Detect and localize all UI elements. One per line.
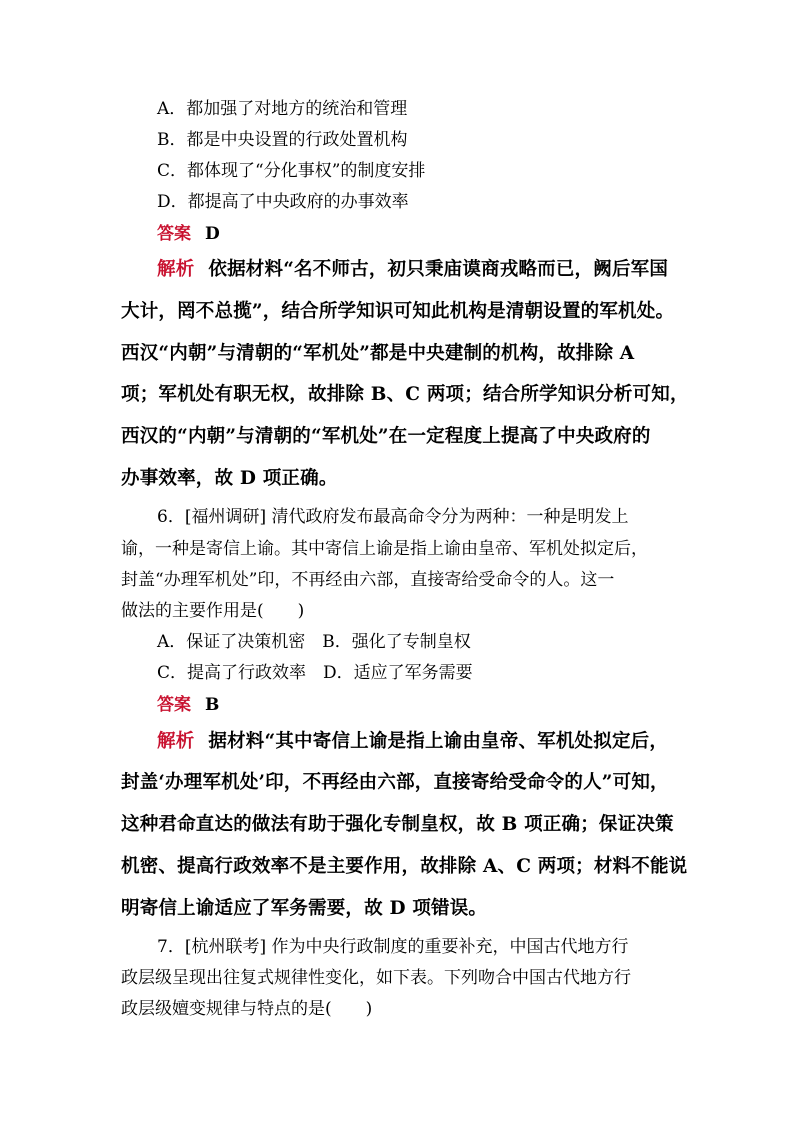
answer-label: 答案	[157, 695, 191, 715]
q5-option-b: B．都是中央设置的行政处置机构	[157, 130, 408, 150]
explanation-label: 解析	[157, 259, 195, 280]
explanation-label: 解析	[157, 731, 195, 752]
q6-options-row-1: A．保证了决策机密 B．强化了专制皇权	[157, 632, 471, 652]
explanation-text: 据材料“其中寄信上谕是指上谕由皇帝、军机处拟定后，	[208, 731, 669, 752]
q5-option-a: A．都加强了对地方的统治和管理	[157, 99, 408, 119]
explanation-text: 依据材料“名不师古，初只秉庙谟商戎略而已，阙后军国	[208, 259, 669, 280]
q5-option-c: C．都体现了“分化事权”的制度安排	[157, 161, 426, 181]
q7-stem-line-2: 政层级呈现出往复式规律性变化，如下表。下列吻合中国古代地方行	[121, 968, 631, 988]
q5-answer	[157, 223, 220, 245]
q6-stem-line-1: 6．[福州调研] 清代政府发布最高命令分为两种：一种是明发上	[157, 507, 629, 527]
answer-value: B	[205, 695, 220, 715]
q5-explanation-line-1	[157, 259, 668, 281]
q7-stem-line-3: 政层级嬗变规律与特点的是( )	[121, 999, 373, 1019]
q5-explanation-line-2: 大计，罔不总揽”，结合所学知识可知此机构是清朝设置的军机处。	[121, 301, 675, 322]
q6-stem-line-4: 做法的主要作用是( )	[121, 601, 305, 621]
q6-stem-line-3: 封盖“办理军机处”印，不再经由六部，直接寄给受命令的人。这一	[121, 570, 615, 590]
q6-options-row-2: C．提高了行政效率 D．适应了军务需要	[157, 663, 473, 683]
q5-explanation-line-4: 项；军机处有职无权，故排除 B、C 两项；结合所学知识分析可知，	[121, 384, 689, 405]
q6-stem-line-2: 谕，一种是寄信上谕。其中寄信上谕是指上谕由皇帝、军机处拟定后，	[121, 539, 648, 559]
answer-value: D	[205, 224, 220, 244]
answer-label: 答案	[157, 224, 191, 244]
q5-explanation-line-6: 办事效率，故 D 项正确。	[121, 468, 338, 489]
q6-explanation-line-3: 这种君命直达的做法有助于强化专制皇权，故 B 项正确；保证决策	[121, 814, 674, 835]
q7-stem-line-1: 7．[杭州联考] 作为中央行政制度的重要补充，中国古代地方行	[157, 937, 629, 957]
q6-answer	[157, 694, 219, 716]
q6-explanation-line-5: 明寄信上谕适应了军务需要，故 D 项错误。	[121, 898, 488, 919]
q5-explanation-line-3: 西汉“内朝”与清朝的“军机处”都是中央建制的机构，故排除 A	[121, 343, 635, 364]
q5-option-d: D．都提高了中央政府的办事效率	[157, 192, 409, 212]
q6-explanation-line-1	[157, 731, 668, 753]
q6-explanation-line-4: 机密、提高行政效率不是主要作用，故排除 A、C 两项；材料不能说	[121, 856, 688, 877]
q5-explanation-line-5: 西汉的“内朝”与清朝的“军机处”在一定程度上提高了中央政府的	[121, 426, 651, 447]
q6-explanation-line-2: 封盖‘办理军机处’印，不再经由六部，直接寄给受命令的人”可知，	[121, 772, 669, 793]
